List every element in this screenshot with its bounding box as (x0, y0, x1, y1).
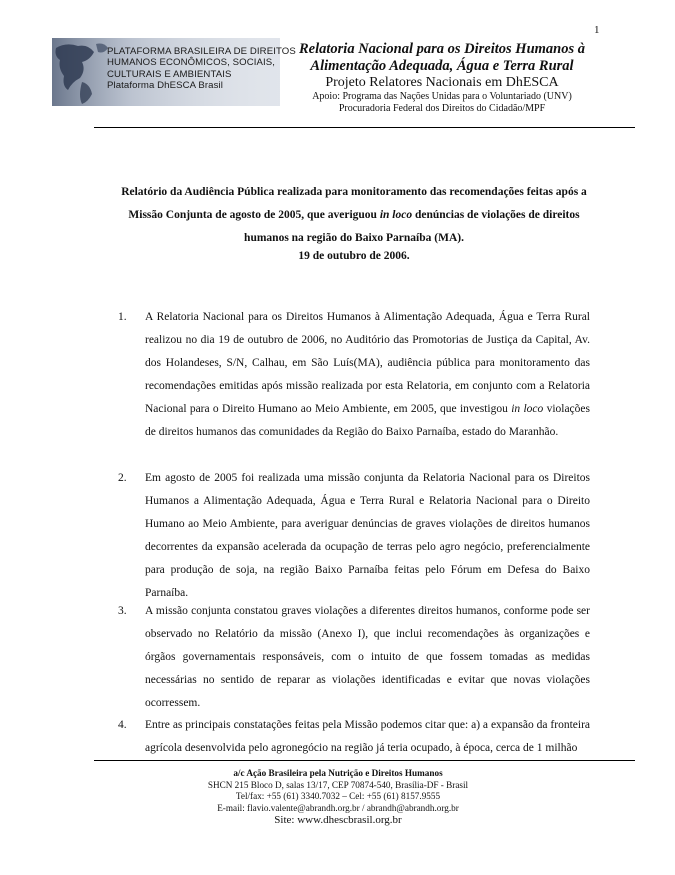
footer-phone: Tel/fax: +55 (61) 3340.7032 – Cel: +55 (61) 8157.9555 (235, 791, 441, 802)
paragraph-number: 2. (118, 472, 127, 484)
logo-line: CULTURAIS E AMBIENTAIS (107, 68, 232, 80)
paragraph-text (145, 306, 590, 444)
paragraph-text-italic: in loco (511, 403, 544, 415)
document-date: 19 de outubro de 2006. (298, 250, 410, 262)
letterhead-project: Projeto Relatores Nacionais em DhESCA (325, 75, 559, 90)
numbered-paragraph (118, 306, 590, 444)
header-divider (94, 127, 635, 128)
logo-line: PLATAFORMA BRASILEIRA DE DIREITOS (107, 46, 296, 57)
paragraph-text: A missão conjunta constatou graves violações a diferentes direitos humanos, conforme pode ser observado no Relatório da missão (Anexo I), que inclui recomendações às organizações e órgãos governamentais responsáveis, com o intuito de que fossem tomadas as medidas necessárias no sentido de reparar as violações identificadas e evitar que novas violações ocorressem. (145, 605, 590, 709)
document-title (108, 181, 600, 250)
numbered-paragraph (118, 467, 590, 605)
paragraph-text: Em agosto de 2005 foi realizada uma missão conjunta da Relatoria Nacional para os Direitos Humanos a Alimentação Adequada, Água e Terra Rural e Relatoria Nacional para o Direito Humano ao Meio Ambiente, para averiguar denúncias de graves violações de direitos humanos decorrentes da expansão acelerada da ocupação de terras pelo agro negócio, preferencialmente para produção de soja, na região Baixo Parnaíba feitas pelo Fórum em Defesa do Baixo Parnaíba. (145, 472, 590, 599)
page-footer (108, 768, 568, 827)
document-title-italic: in loco (379, 209, 413, 221)
numbered-paragraph (118, 714, 590, 760)
paragraph-number: 3. (118, 605, 127, 617)
document-title-part: denúncias de violações de direitos humanos na região do Baixo Parnaíba (MA). (244, 209, 580, 244)
footer-address: SHCN 215 Bloco D, salas 13/17, CEP 70874-540, Brasília-DF - Brasil (207, 779, 469, 790)
paragraph-text-part: violações de direitos humanos das comunidades da Região do Baixo Parnaíba, estado do Maranhão. (145, 403, 590, 438)
letterhead-support-line: Apoio: Programa das Nações Unidas para o Voluntariado (UNV) (312, 91, 572, 102)
logo-line: HUMANOS ECONÔMICOS, SOCIAIS, (107, 57, 276, 69)
footer-organization: a/c Ação Brasileira pela Nutrição e Direitos Humanos (233, 768, 443, 778)
document-title-part: Relatório da Audiência Pública realizada para monitoramento das recomendações feitas após a Missão Conjunta de agosto de 2005, que averiguou (121, 186, 587, 221)
paragraph-text-part: A Relatoria Nacional para os Direitos Humanos à Alimentação Adequada, Água e Terra Rural realizou no dia 19 de outubro de 2006, no Auditório das Promotorias de Justiça da Capital, Av. dos Holandeses, S/N, Calhau, em São Luís(MA), audiência pública para monitoramento das recomendações emitidas após missão realizada por esta Relatoria, em conjunto com a Relatoria Nacional para o Direito Humano ao Meio Ambiente, em 2005, que investigou (145, 311, 590, 415)
letterhead-title-line: Alimentação Adequada, Água e Terra Rural (310, 58, 574, 74)
letterhead-support-line: Procuradoria Federal dos Direitos do Cidadão/MPF (338, 103, 546, 114)
logo-line: Plataforma DhESCA Brasil (107, 80, 223, 92)
numbered-paragraph (118, 600, 590, 715)
letterhead-title-line: Relatoria Nacional para os Direitos Humanos à (298, 41, 585, 57)
footer-divider (94, 760, 635, 761)
platform-logo (52, 38, 296, 106)
footer-email: E-mail: flavio.valente@abrandh.org.br / abrandh@abrandh.org.br (217, 802, 459, 813)
letterhead (288, 41, 596, 115)
footer-site: Site: www.dhescbrasil.org.br (274, 814, 402, 827)
paragraph-number: 1. (118, 311, 127, 323)
paragraph-number: 4. (118, 719, 127, 731)
paragraph-text: Entre as principais constatações feitas pela Missão podemos citar que: a) a expansão da fronteira agrícola desenvolvida pelo agronegócio na região já teria ocupado, à época, cerca de 1 milhão (145, 719, 590, 754)
page-number: 1 (594, 24, 600, 36)
logo-text (107, 46, 296, 92)
